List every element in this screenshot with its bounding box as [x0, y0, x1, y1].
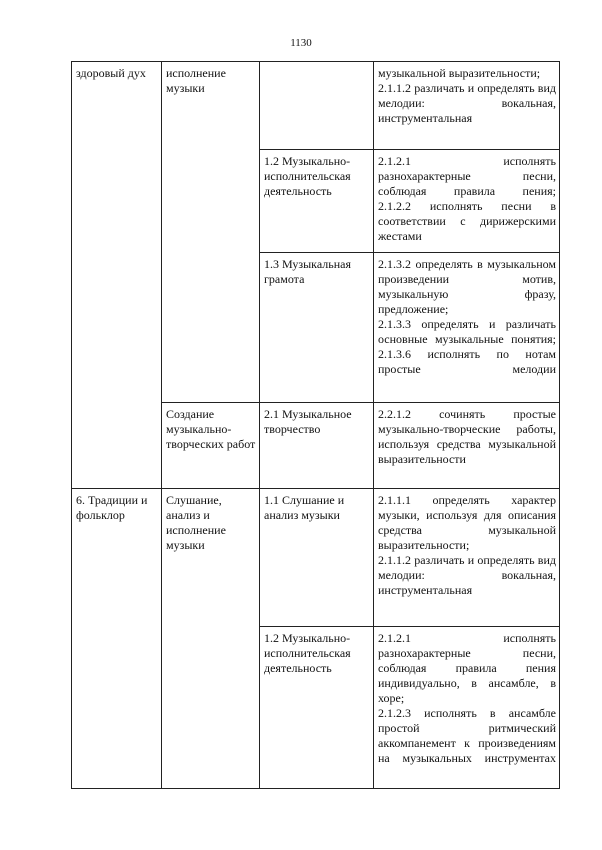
objective-text: 2.1.1.2 различать и определять вид мелодии: вокальная, инструментальная — [378, 553, 556, 597]
curriculum-table — [71, 61, 560, 789]
section-cell: здоровый дух — [72, 62, 162, 489]
objectives-cell — [374, 150, 560, 253]
objective-text: 2.1.3.3 определять и различать основные музыкальные понятия; — [378, 317, 556, 346]
objectives-cell — [374, 62, 560, 150]
subsection-cell: Создание музыкально-творческих работ — [162, 403, 260, 489]
table-row — [72, 489, 560, 627]
table-row — [72, 62, 560, 150]
topic-cell: 1.1 Слушание и анализ музыки — [260, 489, 374, 627]
objective-text: 2.2.1.2 сочинять простые музыкально-творческие работы, используя средства музыкальной выразительности — [378, 407, 556, 466]
topic-cell: 1.2 Музыкально-исполнительская деятельность — [260, 627, 374, 789]
page-number: 1130 — [290, 37, 312, 49]
objective-text: 2.1.3.2 определять в музыкальном произведении мотив, музыкальную фразу, предложение; — [378, 257, 556, 316]
topic-cell: 2.1 Музыкальное творчество — [260, 403, 374, 489]
section-cell: 6. Традиции и фольклор — [72, 489, 162, 789]
objectives-cell — [374, 627, 560, 789]
objective-text: 2.1.2.3 исполнять в ансамбле простой ритмический аккомпанемент к произведениям на музыкальных инструментах — [378, 706, 556, 765]
topic-cell: 1.2 Музыкально-исполнительская деятельность — [260, 150, 374, 253]
topic-cell: 1.3 Музыкальная грамота — [260, 253, 374, 403]
objectives-cell — [374, 403, 560, 489]
objective-text: 2.1.1.1 определять характер музыки, используя для описания средства музыкальной выразительности; — [378, 493, 556, 552]
subsection-cell: Слушание, анализ и исполнение музыки — [162, 489, 260, 789]
objectives-cell — [374, 253, 560, 403]
objective-text: 2.1.3.6 исполнять по нотам простые мелодии — [378, 347, 556, 376]
objective-text: 2.1.2.1 исполнять разнохарактерные песни, соблюдая правила пения; — [378, 154, 556, 198]
objective-text: 2.1.2.1 исполнять разнохарактерные песни, соблюдая правила пения индивидуально, в ансамбле, в хоре; — [378, 631, 556, 705]
subsection-cell: исполнение музыки — [162, 62, 260, 403]
objective-text: музыкальной выразительности; — [378, 66, 541, 80]
objective-text: 2.1.2.2 исполнять песни в соответствии с дирижерскими жестами — [378, 199, 556, 243]
topic-cell — [260, 62, 374, 150]
objective-text: 2.1.1.2 различать и определять вид мелодии: вокальная, инструментальная — [378, 81, 556, 125]
objectives-cell — [374, 489, 560, 627]
